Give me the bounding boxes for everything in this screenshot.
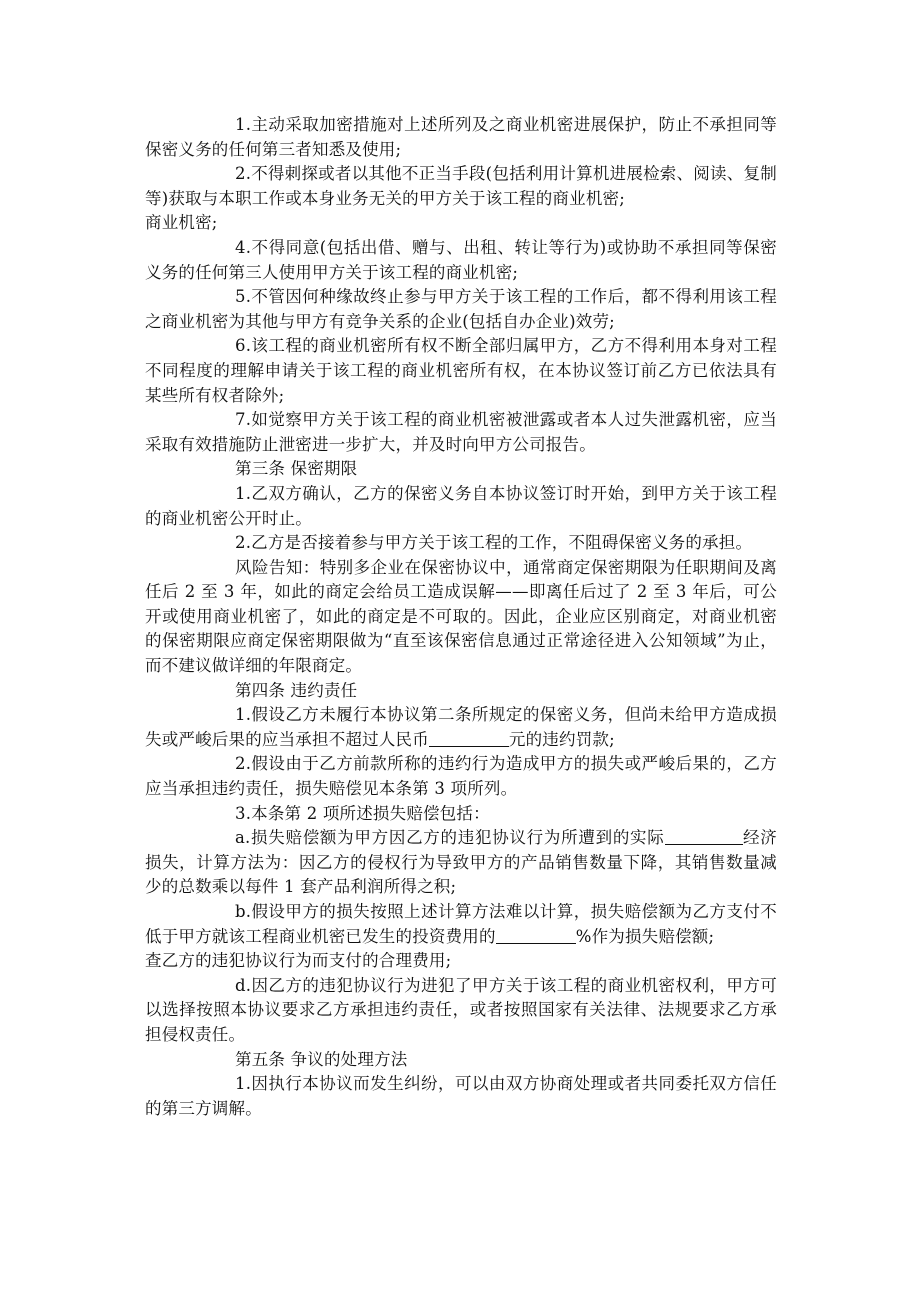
clause-4-item-3b: [145, 900, 777, 949]
clause-2-item-7: 7.如觉察甲方关于该工程的商业机密被泄露或者本人过失泄露机密，应当采取有效措施防止泄密进一步扩大，并及时向甲方公司报告。: [145, 410, 777, 454]
clause-2-fragment: 商业机密;: [145, 213, 218, 233]
clause-2-item-4: 4.不得同意(包括出借、赠与、出租、转让等行为)或协助不承担同等保密义务的任何第三人使用甲方关于该工程的商业机密;: [145, 237, 777, 282]
clause-2-item-1: 1.主动采取加密措施对上述所列及之商业机密进展保护，防止不承担同等保密义务的任何第三者知悉及使用;: [145, 115, 777, 159]
clause-4-item-3: 3.本条第 2 项所述损失赔偿包括：: [235, 803, 490, 823]
clause-4-item-1-text-b: 元的违约罚款;: [508, 729, 615, 749]
risk-notice: 风险告知：特别多企业在保密协议中，通常商定保密期限为任职期间及离任后 2 至 3 年，如此的商定会给员工造成误解——即离任后过了 2 至 3 年后，可公开或使用商业机密了，如此的商定是不可取的。因此，企业应区别商定，对商业机密的保密期限应商定保密期限做为“直至该保密信息通过正常途径进入公知领域”为止，而不建议做详细的年限商定。: [145, 557, 777, 676]
clause-4-item-3b-text-a: b.假设甲方的损失按照上述计算方法难以计算，损失赔偿额为乙方支付不低于甲方就该工程商业机密已发生的投资费用的: [145, 902, 777, 946]
clause-2-item-2: 2.不得刺探或者以其他不正当手段(包括利用计算机进展检索、阅读、复制等)获取与本职工作或本身业务无关的甲方关于该工程的商业机密;: [145, 164, 777, 208]
clause-4-item-1-text-a: 1.假设乙方未履行本协议第二条所规定的保密义务，但尚未给甲方造成损失或严峻后果的应当承担不超过人民币: [145, 705, 777, 749]
clause-4-item-3d: d.因乙方的违犯协议行为进犯了甲方关于该工程的商业机密权利，甲方可以选择按照本协议要求乙方承担违约责任，或者按照国家有关法律、法规要求乙方承担侵权责任。: [145, 975, 777, 1044]
clause-2-item-6: 6.该工程的商业机密所有权不断全部归属甲方，乙方不得利用本身对工程不同程度的理解申请关于该工程的商业机密所有权，在本协议签订前乙方已依法具有某些所有权者除外;: [145, 336, 777, 405]
clause-4-item-3b-text-b: %作为损失赔偿额;: [575, 926, 715, 946]
clause-4-item-3a-text-b: 经济损失，计算方法为：因乙方的侵权行为导致甲方的产品销售数量下降，其销售数量减少的总数乘以每件 1 套产品利润所得之积;: [145, 828, 777, 897]
clause-4-item-1: [145, 703, 777, 752]
clause-4-item-3c-fragment: 查乙方的违犯协议行为而支付的合理费用;: [145, 951, 452, 971]
article-4-heading: 第四条 违约责任: [235, 680, 358, 700]
article-5-heading: 第五条 争议的处理方法: [235, 1049, 408, 1069]
clause-4-item-2: 2.假设由于乙方前款所称的违约行为造成甲方的损失或严峻后果的，乙方应当承担违约责任，损失赔偿见本条第 3 项所列。: [145, 754, 777, 799]
article-3-heading: 第三条 保密期限: [235, 459, 358, 479]
clause-3-item-2: 2.乙方是否接着参与甲方关于该工程的工作，不阻碍保密义务的承担。: [235, 533, 753, 553]
clause-3-item-1: 1.乙双方确认，乙方的保密义务自本协议签订时开始，到甲方关于该工程的商业机密公开时止。: [145, 483, 777, 528]
clause-5-item-1: 1.因执行本协议而发生纠纷，可以由双方协商处理或者共同委托双方信任的第三方调解。: [145, 1074, 777, 1118]
clause-2-item-5: 5.不管因何种缘故终止参与甲方关于该工程的工作后，都不得利用该工程之商业机密为其他与甲方有竞争关系的企业(包括自办企业)效劳;: [145, 287, 777, 331]
clause-4-item-3a-text-a: a.损失赔偿额为甲方因乙方的违犯协议行为所遭到的实际: [235, 828, 665, 848]
actual-loss-blank[interactable]: [665, 828, 743, 846]
document-body: [145, 113, 777, 1121]
percentage-blank[interactable]: [496, 926, 576, 944]
clause-4-item-3a: [145, 826, 777, 900]
penalty-amount-blank[interactable]: [429, 729, 509, 747]
